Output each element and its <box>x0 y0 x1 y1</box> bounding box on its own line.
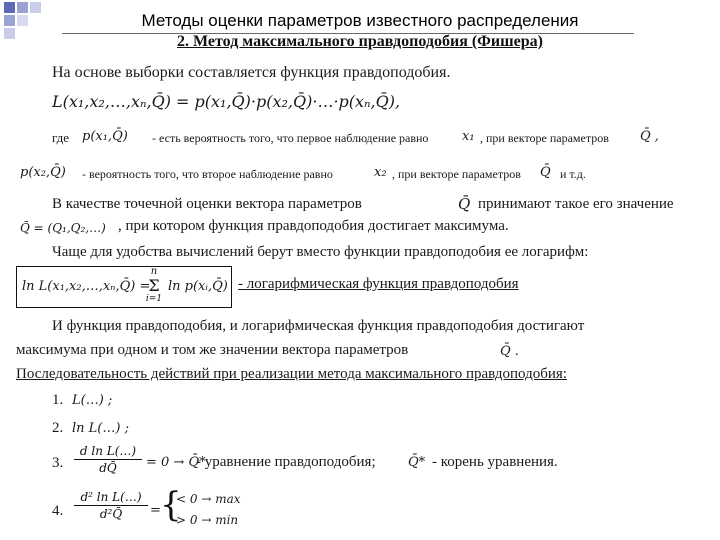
x2-variable: x₂ <box>374 165 387 180</box>
step-4-case-max: < 0 → max <box>176 492 241 506</box>
log-likelihood-right: ln p(xᵢ,Q̄) <box>168 279 228 294</box>
q-vector-2: Q̄ <box>540 165 551 180</box>
q-vector-1: Q̄ , <box>640 129 659 144</box>
p1-suffix: , при векторе параметров <box>480 131 609 145</box>
point-estimate-text: В качестве точечной оценки вектора параметров <box>52 196 362 212</box>
likelihood-formula: L(x₁,x₂,…,xₙ,Q̄) = p(x₁,Q̄)·p(x₂,Q̄)·…·p(xₙ,Q̄), <box>52 92 401 111</box>
x1-variable: x₁ <box>462 129 475 144</box>
step-3-derivative <box>74 444 142 475</box>
sum-symbol: Σ <box>148 276 160 295</box>
step-3-equation-label: - уравнение правдоподобия; <box>196 454 376 470</box>
fraction-bar <box>74 505 148 506</box>
point-estimate-end: принимают такое его значение <box>478 196 674 212</box>
step-3-numerator: d ln L(…) <box>79 444 137 458</box>
p2-suffix: , при векторе параметров <box>392 167 521 181</box>
step-4-second-derivative <box>74 490 148 521</box>
step-4-case-min: > 0 → min <box>176 513 239 527</box>
q-vector-components: Q̄ = (Q₁,Q₂,…) <box>20 221 106 235</box>
sum-lower-limit: i=1 <box>145 294 163 304</box>
q-vector-3: Q̄ <box>458 195 471 213</box>
log-intro-text: Чаще для удобства вычислений берут вместо функции правдоподобия ее логарифм: <box>52 244 589 260</box>
both-functions-text: И функция правдоподобия, и логарифмическая функция правдоподобия достигают <box>52 318 585 334</box>
intro-text: На основе выборки составляется функция правдоподобия. <box>52 64 451 81</box>
step-3-root-label: - корень уравнения. <box>432 454 558 470</box>
step-2-number: 2. <box>52 420 64 436</box>
step-4-number: 4. <box>52 503 64 519</box>
step-4-numerator: d² ln L(…) <box>80 490 142 504</box>
maximum-text: , при котором функция правдоподобия достигает максимума. <box>118 218 509 234</box>
step-3-number: 3. <box>52 455 64 471</box>
same-value-text: максимума при одном и том же значении вектора параметров <box>16 342 409 358</box>
p1-description: - есть вероятность того, что первое наблюдение равно <box>152 131 429 145</box>
slide-title: Методы оценки параметров известного распределения <box>141 11 579 30</box>
step-3-denominator: dQ̄ <box>99 461 117 475</box>
log-likelihood-caption: - логарифмическая функция правдоподобия <box>238 276 519 292</box>
step-3-rhs: = 0 → Q̄* <box>146 455 206 470</box>
p2-description: - вероятность того, что второе наблюдение равно <box>82 167 333 181</box>
where-label: где <box>52 130 70 145</box>
log-likelihood-left: ln L(x₁,x₂,…,xₙ,Q̄) = <box>22 279 151 294</box>
fraction-bar <box>74 459 142 460</box>
cases-brace: { <box>160 485 182 525</box>
slide-subtitle: 2. Метод максимального правдоподобия (Фишера) <box>177 33 543 50</box>
step-1-expression: L(…) ; <box>72 393 113 408</box>
step-2-expression: ln L(…) ; <box>72 421 129 436</box>
sequence-heading: Последовательность действий при реализации метода максимального правдоподобия: <box>16 366 567 382</box>
step-3-root-vector: Q̄* <box>408 455 426 470</box>
q-vector-4: Q̄ . <box>500 344 519 359</box>
etc-text: и т.д. <box>560 167 586 181</box>
step-4-denominator: d²Q̄ <box>99 507 123 521</box>
step-4-equals: = <box>150 503 161 518</box>
p1-formula: p(x₁,Q̄) <box>82 129 128 144</box>
step-1-number: 1. <box>52 392 64 408</box>
p2-formula: p(x₂,Q̄) <box>20 165 66 180</box>
sum-upper-limit: n <box>150 266 158 277</box>
